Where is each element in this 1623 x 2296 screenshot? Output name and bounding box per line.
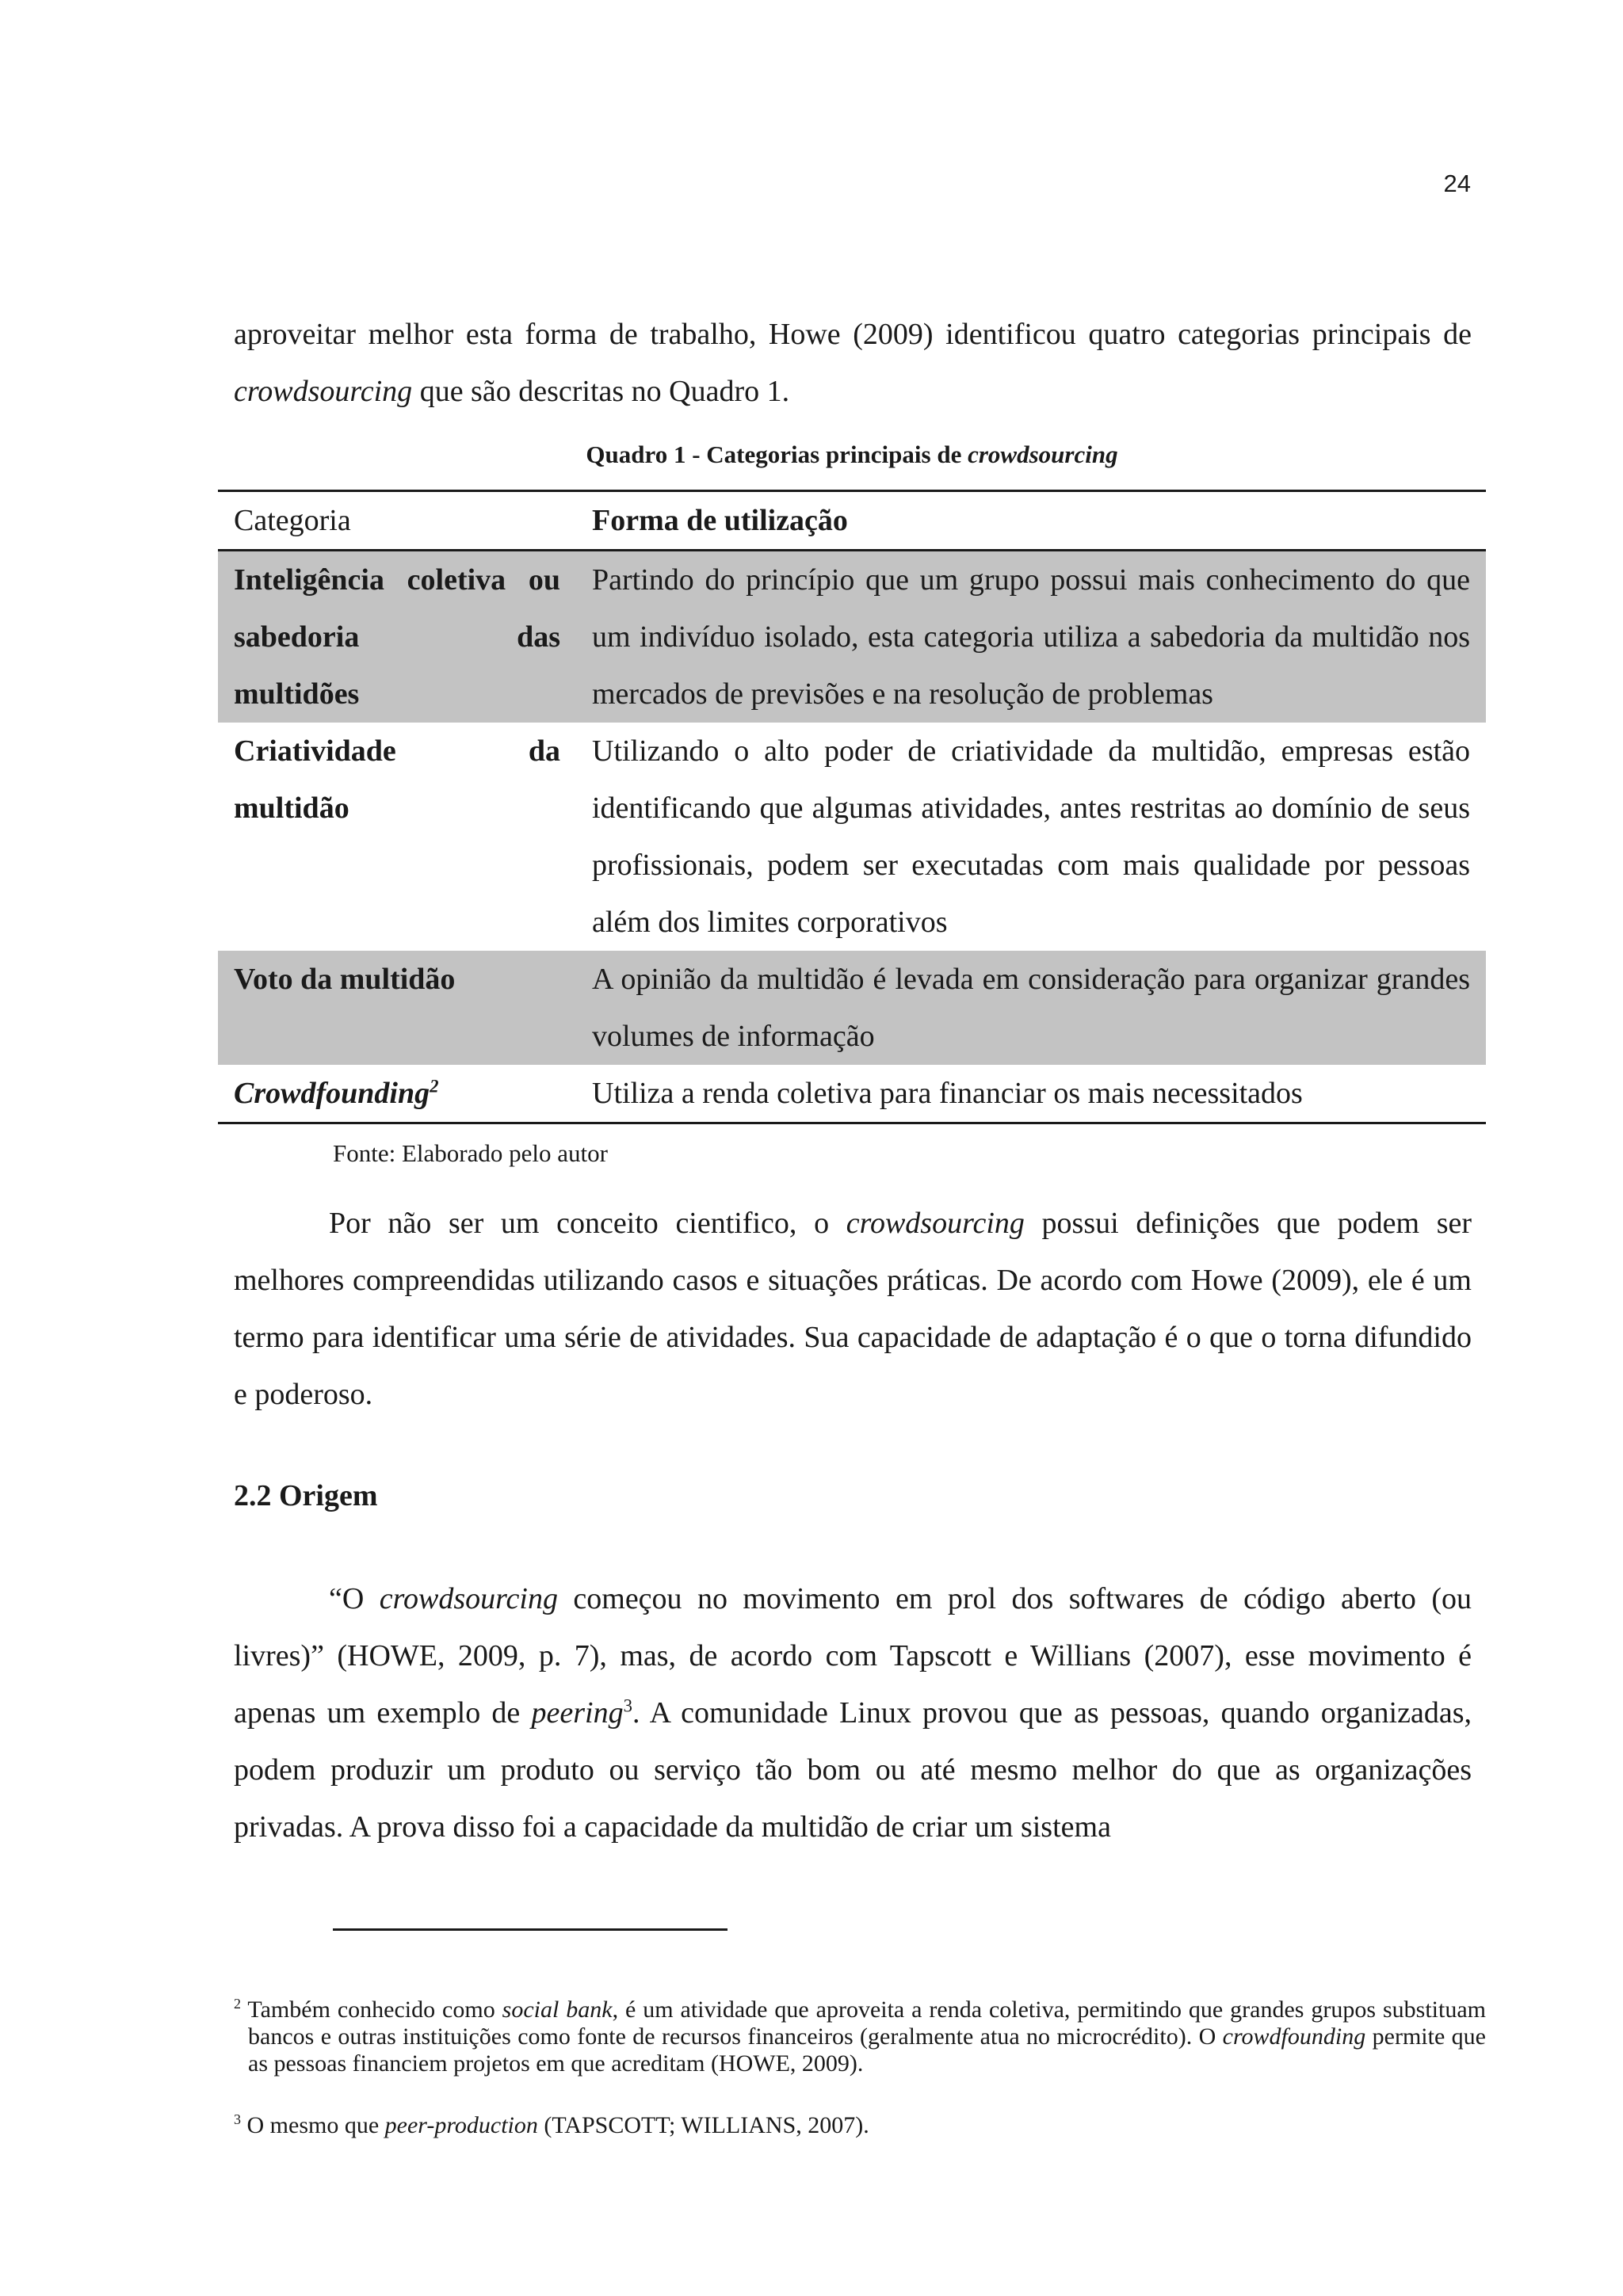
footnote-number: 2 [234, 1996, 241, 2012]
footnote-3 [234, 2112, 1486, 2139]
table-row [218, 723, 1486, 951]
category-line-1a: Criatividade [234, 734, 396, 768]
row-category [218, 723, 576, 951]
category-line-2b: das [517, 620, 560, 654]
header-usage: Forma de utilização [592, 504, 848, 537]
fn2-text-3: permite que as pessoas financiem projetos em que acreditam (HOWE, 2009). [248, 2023, 1486, 2077]
fn3-text-2: (TAPSCOTT; WILLIANS, 2007). [537, 2112, 869, 2138]
paragraph-definition [234, 1195, 1472, 1423]
row-category [218, 551, 576, 723]
page-number: 24 [1443, 170, 1471, 197]
row-description: Utiliza a renda coletiva para financiar os mais necessitados [592, 1077, 1303, 1110]
p2-text-2: começou no movimento em prol dos softwares de código aberto (ou livres)” (HOWE, 2009, p. 7), mas, de acordo com Tapscott e Willians (2007), esse movimento é apenas um exemplo de [234, 1582, 1472, 1730]
row-description: Utilizando o alto poder de criatividade da multidão, empresas estão identificando que algumas atividades, antes restritas ao domínio de seus profissionais, podem ser executadas com mais qualidade por pessoas além dos limites corporativos [592, 734, 1470, 939]
category-line-3: multidões [234, 677, 360, 711]
table-source: Fonte: Elaborado pelo autor [333, 1139, 608, 1167]
category-line-2a: sabedoria [234, 620, 360, 654]
category-line-1a: Inteligência [234, 563, 384, 597]
p2-term-2: peering [531, 1696, 624, 1730]
fn2-text-1: Também conhecido como [241, 1997, 502, 2023]
row-category [218, 1065, 576, 1123]
p2-text-3: . A comunidade Linux provou que as pessoas, quando organizadas, podem produzir um produto ou serviço tão bom ou até mesmo melhor do que as organizações privadas. A prova disso foi a capacidade da multidão de criar um sistema [234, 1696, 1472, 1844]
footnote-ref: 2 [430, 1076, 439, 1097]
category-line-1b: coletiva [407, 563, 506, 597]
intro-text-2: que são descritas no Quadro 1. [412, 375, 790, 408]
p2-term-1: crowdsourcing [379, 1582, 558, 1615]
p1-text-2: possui definições que podem ser melhores compreendidas utilizando casos e situações práticas. De acordo com Howe (2009), ele é um termo para identificar uma série de atividades. Sua capacidade de adaptação é o que o torna difundido e poderoso. [234, 1207, 1472, 1411]
footnote-number: 3 [234, 2111, 241, 2127]
fn2-term-2: crowdfounding [1222, 2023, 1366, 2050]
table-row [218, 551, 1486, 723]
fn2-term-1: social bank [502, 1997, 613, 2023]
p2-text-1: “O [329, 1582, 380, 1615]
intro-paragraph [234, 306, 1472, 420]
intro-text-1: aproveitar melhor esta forma de trabalho, Howe (2009) identificou quatro categorias principais de [234, 318, 1472, 351]
row-category: Voto da multidão [218, 951, 576, 1065]
category-line-1b: da [528, 734, 560, 768]
fn3-text-1: O mesmo que [241, 2112, 385, 2138]
table-row [218, 951, 1486, 1065]
categories-table [218, 490, 1486, 1124]
row-description: Partindo do princípio que um grupo possui mais conhecimento do que um indivíduo isolado, esta categoria utiliza a sabedoria da multidão nos mercados de previsões e na resolução de problemas [576, 551, 1486, 723]
category-line-1c: ou [528, 563, 560, 597]
paragraph-origin [234, 1570, 1472, 1855]
header-category: Categoria [234, 504, 351, 537]
caption-term: crowdsourcing [968, 441, 1118, 468]
p1-term: crowdsourcing [846, 1207, 1025, 1240]
fn2-text-2: , é um atividade que aproveita a renda coletiva, permitindo que grandes grupos substituam bancos e outras instituições como fonte de recursos financeiros (geralmente atua no microcrédito). O [248, 1997, 1486, 2050]
table-row [218, 1065, 1486, 1123]
p1-text-1: Por não ser um conceito cientifico, o [329, 1207, 846, 1240]
section-heading: 2.2 Origem [234, 1479, 378, 1512]
footnote-2 [234, 1997, 1486, 2077]
caption-prefix: Quadro 1 - Categorias principais de [586, 441, 968, 468]
table-header-row [218, 491, 1486, 551]
category-line-2: multidão [234, 791, 349, 825]
intro-term: crowdsourcing [234, 375, 413, 408]
category-text: Crowdfounding [234, 1077, 430, 1110]
fn3-term-1: peer-production [384, 2112, 538, 2138]
footnote-ref: 3 [623, 1695, 632, 1716]
footnote-separator [333, 1928, 727, 1931]
row-description: A opinião da multidão é levada em consideração para organizar grandes volumes de informação [576, 951, 1486, 1065]
table-caption [218, 441, 1486, 469]
